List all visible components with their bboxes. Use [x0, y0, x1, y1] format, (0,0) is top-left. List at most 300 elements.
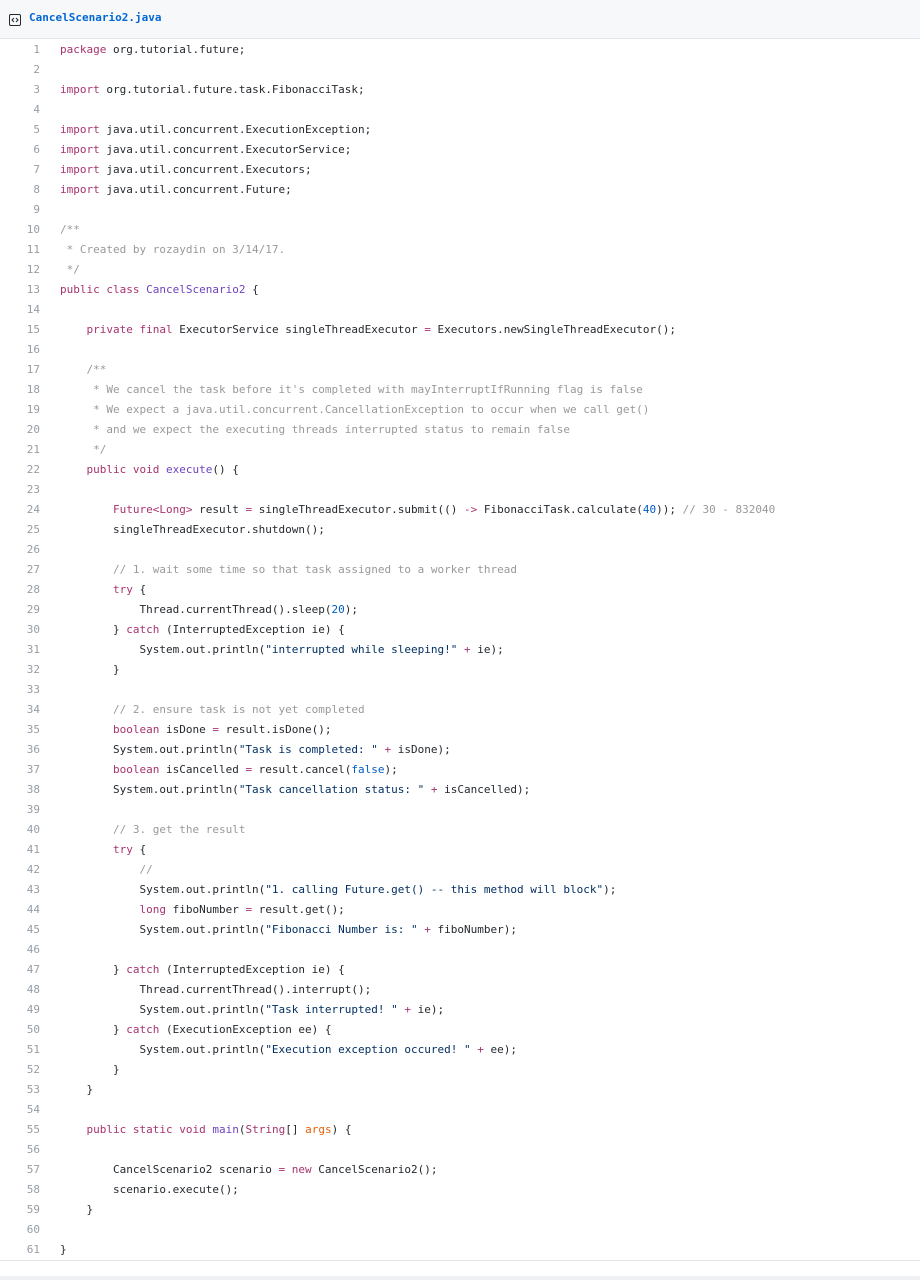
code-token: new	[291, 1163, 312, 1176]
code-token	[60, 903, 139, 916]
code-line	[0, 1240, 920, 1260]
code-line	[0, 1020, 920, 1040]
code-token	[457, 643, 464, 656]
line-code	[60, 1080, 93, 1100]
code-token: () {	[212, 463, 239, 476]
code-token: "Task interrupted! "	[265, 1003, 398, 1016]
line-number[interactable]: 6	[33, 143, 40, 156]
code-token: +	[464, 643, 471, 656]
code-line	[0, 340, 920, 360]
line-code	[60, 980, 371, 1000]
line-number[interactable]: 1	[33, 43, 40, 56]
code-token: private	[86, 323, 133, 336]
code-line	[0, 40, 920, 60]
code-token: ) {	[331, 1123, 352, 1136]
code-token: =	[212, 723, 219, 736]
code-line	[0, 820, 920, 840]
code-token: void	[179, 1123, 206, 1136]
code-token: +	[384, 743, 392, 756]
line-number[interactable]: 50	[26, 1023, 40, 1036]
code-line	[0, 900, 920, 920]
file-header	[0, 0, 920, 39]
line-code	[60, 400, 649, 420]
code-line	[0, 780, 920, 800]
code-token	[126, 463, 133, 476]
code-line	[0, 840, 920, 860]
code-token: isDone);	[391, 743, 451, 756]
line-number[interactable]: 36	[26, 743, 40, 756]
code-token: );	[384, 763, 398, 776]
code-token: */	[60, 263, 80, 276]
code-token: false	[351, 763, 385, 776]
line-number[interactable]: 7	[33, 163, 40, 176]
code-token: Future<Long>	[112, 503, 193, 516]
code-token: long	[139, 903, 166, 916]
code-token	[60, 723, 113, 736]
line-number[interactable]: 47	[26, 963, 40, 976]
line-number[interactable]: 9	[33, 203, 40, 216]
code-token: // 30 - 832040	[675, 503, 776, 516]
code-token	[60, 763, 113, 776]
line-number[interactable]: 48	[26, 983, 40, 996]
code-token: =	[245, 763, 253, 776]
line-code	[60, 240, 285, 260]
code-token: import	[60, 83, 100, 96]
line-number[interactable]: 12	[26, 263, 40, 276]
line-code	[60, 1060, 120, 1080]
line-number[interactable]: 16	[26, 343, 40, 356]
code-token: isCancelled	[159, 763, 246, 776]
code-token: public	[86, 463, 127, 476]
line-code	[60, 160, 312, 180]
line-number[interactable]: 3	[33, 83, 40, 96]
line-number[interactable]: 11	[26, 243, 40, 256]
code-token: try	[112, 583, 133, 596]
code-token	[60, 563, 113, 576]
line-code	[60, 840, 146, 860]
code-line	[0, 1100, 920, 1120]
code-token: catch	[126, 623, 160, 636]
code-token: System.out.println(	[60, 643, 266, 656]
code-token: java.util.concurrent.ExecutionException;	[99, 123, 372, 136]
line-code	[60, 920, 517, 940]
line-code	[60, 40, 245, 60]
code-token: CancelScenario2 scenario	[60, 1163, 279, 1176]
line-number[interactable]: 42	[26, 863, 40, 876]
code-token: org.tutorial.future;	[106, 43, 246, 56]
code-token	[60, 503, 113, 516]
code-line	[0, 520, 920, 540]
code-token: System.out.println(	[60, 923, 266, 936]
code-token: boolean	[112, 763, 160, 776]
line-number[interactable]: 2	[33, 63, 40, 76]
code-token	[378, 743, 385, 756]
code-token: FibonacciTask.calculate(	[477, 503, 643, 516]
file-name-link[interactable]: CancelScenario2.java	[29, 11, 162, 24]
code-token: java.util.concurrent.Executors;	[99, 163, 312, 176]
code-line	[0, 940, 920, 960]
code-line	[0, 1040, 920, 1060]
code-token	[60, 363, 87, 376]
line-code	[60, 580, 146, 600]
line-code	[60, 440, 106, 460]
code-line	[0, 640, 920, 660]
code-token: (ExecutionException ee) {	[159, 1023, 332, 1036]
code-token: }	[60, 1083, 94, 1096]
line-number[interactable]: 58	[26, 1183, 40, 1196]
code-token: {	[132, 583, 147, 596]
line-number[interactable]: 32	[26, 663, 40, 676]
code-token: boolean	[112, 723, 160, 736]
code-token: //	[139, 863, 153, 876]
code-line	[0, 560, 920, 580]
code-token: singleThreadExecutor.submit(()	[252, 503, 464, 516]
line-code	[60, 960, 345, 980]
code-token: }	[60, 963, 127, 976]
line-code	[60, 1120, 352, 1140]
code-line	[0, 1220, 920, 1240]
line-number[interactable]: 25	[26, 523, 40, 536]
code-token	[60, 403, 87, 416]
line-number[interactable]: 41	[26, 843, 40, 856]
code-token: System.out.println(	[60, 743, 239, 756]
code-token: /**	[60, 223, 80, 236]
code-line	[0, 420, 920, 440]
code-token: +	[477, 1043, 484, 1056]
line-number[interactable]: 17	[26, 363, 40, 376]
code-line	[0, 1160, 920, 1180]
code-line	[0, 240, 920, 260]
line-number[interactable]: 30	[26, 623, 40, 636]
line-code	[60, 900, 345, 920]
line-number[interactable]: 55	[26, 1123, 40, 1136]
line-code	[60, 360, 106, 380]
code-line	[0, 300, 920, 320]
code-token: final	[139, 323, 173, 336]
code-token: (InterruptedException ie) {	[159, 623, 345, 636]
line-number[interactable]: 46	[26, 943, 40, 956]
code-token: );	[603, 883, 617, 896]
code-line	[0, 320, 920, 340]
code-token	[60, 443, 87, 456]
line-code	[60, 880, 616, 900]
line-number[interactable]: 49	[26, 1003, 40, 1016]
code-line	[0, 120, 920, 140]
code-token: Thread.currentThread().interrupt();	[60, 983, 372, 996]
line-number[interactable]: 56	[26, 1143, 40, 1156]
code-token: */	[86, 443, 107, 456]
line-code	[60, 1240, 67, 1260]
line-number[interactable]: 54	[26, 1103, 40, 1116]
line-number[interactable]: 4	[33, 103, 40, 116]
code-token	[60, 383, 87, 396]
line-code	[60, 380, 643, 400]
code-token: System.out.println(	[60, 783, 239, 796]
line-number[interactable]: 44	[26, 903, 40, 916]
line-number[interactable]: 8	[33, 183, 40, 196]
line-code	[60, 1200, 93, 1220]
code-token: System.out.println(	[60, 1043, 266, 1056]
code-file-icon	[9, 11, 21, 23]
line-code	[60, 600, 358, 620]
code-token: Thread.currentThread().sleep(	[60, 603, 332, 616]
line-code	[60, 1180, 239, 1200]
line-number[interactable]: 18	[26, 383, 40, 396]
line-code	[60, 760, 398, 780]
code-token: * and we expect the executing threads interrupted status to remain false	[86, 423, 570, 436]
line-number[interactable]: 28	[26, 583, 40, 596]
code-line	[0, 880, 920, 900]
line-code	[60, 740, 451, 760]
code-token: catch	[126, 1023, 160, 1036]
code-token: Executors.newSingleThreadExecutor();	[430, 323, 676, 336]
line-number[interactable]: 59	[26, 1203, 40, 1216]
line-code	[60, 120, 371, 140]
code-view	[0, 40, 920, 1260]
line-number[interactable]: 57	[26, 1163, 40, 1176]
code-line	[0, 260, 920, 280]
code-line	[0, 460, 920, 480]
line-code	[60, 820, 245, 840]
code-token: isCancelled);	[437, 783, 531, 796]
code-token: {	[132, 843, 147, 856]
code-token: * We expect a java.util.concurrent.CancellationException to occur when we call get()	[86, 403, 650, 416]
code-token: catch	[126, 963, 160, 976]
code-token: }	[60, 623, 127, 636]
code-token: scenario.execute();	[60, 1183, 239, 1196]
code-token: args	[305, 1123, 332, 1136]
line-code	[60, 260, 80, 280]
code-token: CancelScenario2();	[311, 1163, 438, 1176]
code-line	[0, 180, 920, 200]
code-token: result	[192, 503, 246, 516]
line-number[interactable]: 5	[33, 123, 40, 136]
line-number[interactable]: 29	[26, 603, 40, 616]
line-number[interactable]: 15	[26, 323, 40, 336]
line-code	[60, 560, 517, 580]
code-token: ->	[464, 503, 478, 516]
code-token: "Fibonacci Number is: "	[265, 923, 418, 936]
line-code	[60, 1040, 517, 1060]
code-token: ie);	[411, 1003, 445, 1016]
line-code	[60, 320, 676, 340]
line-number[interactable]: 23	[26, 483, 40, 496]
code-token: String	[245, 1123, 286, 1136]
code-token: public	[60, 283, 100, 296]
code-token: );	[344, 603, 359, 616]
code-line	[0, 600, 920, 620]
line-number[interactable]: 13	[26, 283, 40, 296]
line-number[interactable]: 21	[26, 443, 40, 456]
line-number[interactable]: 20	[26, 423, 40, 436]
code-token: result.cancel(	[252, 763, 352, 776]
code-token: =	[245, 903, 253, 916]
code-token	[60, 583, 113, 596]
code-token: import	[60, 183, 100, 196]
code-token: =	[278, 1163, 286, 1176]
code-token: System.out.println(	[60, 883, 266, 896]
line-code	[60, 660, 120, 680]
code-token: void	[132, 463, 160, 476]
code-token: }	[60, 1203, 94, 1216]
code-token: java.util.concurrent.Future;	[99, 183, 292, 196]
code-token: "Task is completed: "	[238, 743, 378, 756]
line-number[interactable]: 24	[26, 503, 40, 516]
code-line	[0, 800, 920, 820]
code-line	[0, 960, 920, 980]
code-token: result.get();	[252, 903, 345, 916]
code-line	[0, 400, 920, 420]
code-line	[0, 680, 920, 700]
code-line	[0, 480, 920, 500]
code-token: }	[60, 1243, 67, 1256]
code-token: ));	[656, 503, 676, 516]
code-line	[0, 200, 920, 220]
line-number[interactable]: 14	[26, 303, 40, 316]
line-code	[60, 860, 153, 880]
code-token: }	[60, 663, 120, 676]
code-line	[0, 1180, 920, 1200]
code-token: ExecutorService singleThreadExecutor	[172, 323, 425, 336]
line-code	[60, 720, 332, 740]
line-number[interactable]: 22	[26, 463, 40, 476]
code-token: java.util.concurrent.ExecutorService;	[99, 143, 352, 156]
code-token: main	[212, 1123, 239, 1136]
line-code	[60, 780, 530, 800]
code-line	[0, 1140, 920, 1160]
code-token: =	[424, 323, 431, 336]
line-code	[60, 80, 365, 100]
code-token	[60, 423, 87, 436]
line-code	[60, 1020, 332, 1040]
code-line	[0, 860, 920, 880]
line-number[interactable]: 43	[26, 883, 40, 896]
code-line	[0, 1000, 920, 1020]
line-number[interactable]: 60	[26, 1223, 40, 1236]
line-number[interactable]: 51	[26, 1043, 40, 1056]
code-token: // 1. wait some time so that task assigned to a worker thread	[112, 563, 517, 576]
line-number[interactable]: 40	[26, 823, 40, 836]
line-number[interactable]: 38	[26, 783, 40, 796]
code-token: ie);	[470, 643, 504, 656]
line-code	[60, 1000, 444, 1020]
code-token	[60, 463, 87, 476]
line-code	[60, 180, 292, 200]
code-token: CancelScenario2	[146, 283, 246, 296]
line-code	[60, 620, 345, 640]
code-line	[0, 700, 920, 720]
code-token	[126, 1123, 133, 1136]
code-token	[60, 703, 113, 716]
code-token: static	[132, 1123, 173, 1136]
horizontal-scrollbar[interactable]	[0, 1276, 920, 1280]
code-line	[0, 660, 920, 680]
line-number[interactable]: 39	[26, 803, 40, 816]
line-number[interactable]: 34	[26, 703, 40, 716]
code-token: result.isDone();	[218, 723, 332, 736]
file-footer	[0, 1260, 920, 1280]
code-token: =	[245, 503, 253, 516]
code-token: execute	[166, 463, 213, 476]
line-number[interactable]: 31	[26, 643, 40, 656]
code-token	[159, 463, 166, 476]
line-number[interactable]: 53	[26, 1083, 40, 1096]
code-token: "interrupted while sleeping!"	[265, 643, 458, 656]
code-token: // 2. ensure task is not yet completed	[112, 703, 365, 716]
code-line	[0, 380, 920, 400]
line-number[interactable]: 27	[26, 563, 40, 576]
code-token: public	[86, 1123, 127, 1136]
code-line	[0, 100, 920, 120]
code-token: 40	[642, 503, 657, 516]
code-token: []	[285, 1123, 306, 1136]
code-token: "1. calling Future.get() -- this method will block"	[265, 883, 604, 896]
code-token	[424, 783, 431, 796]
code-token: +	[404, 1003, 412, 1016]
code-line	[0, 220, 920, 240]
code-line	[0, 980, 920, 1000]
line-code	[60, 420, 570, 440]
code-token: package	[60, 43, 107, 56]
code-token: import	[60, 123, 100, 136]
code-line	[0, 540, 920, 560]
code-line	[0, 140, 920, 160]
code-token: * Created by rozaydin on 3/14/17.	[60, 243, 286, 256]
code-line	[0, 60, 920, 80]
code-token: "Task cancellation status: "	[238, 783, 425, 796]
code-token: ee);	[483, 1043, 517, 1056]
code-line	[0, 580, 920, 600]
line-number[interactable]: 35	[26, 723, 40, 736]
line-code	[60, 640, 504, 660]
line-number[interactable]: 52	[26, 1063, 40, 1076]
code-token: fiboNumber);	[430, 923, 517, 936]
line-number[interactable]: 26	[26, 543, 40, 556]
code-line	[0, 1080, 920, 1100]
line-code	[60, 220, 80, 240]
line-number[interactable]: 10	[26, 223, 40, 236]
line-number[interactable]: 61	[26, 1243, 40, 1256]
code-token: (	[238, 1123, 246, 1136]
line-number[interactable]: 45	[26, 923, 40, 936]
code-token	[60, 1123, 87, 1136]
code-token	[60, 323, 87, 336]
line-code	[60, 520, 325, 540]
code-token: (InterruptedException ie) {	[159, 963, 345, 976]
code-token: import	[60, 163, 100, 176]
code-token: {	[245, 283, 259, 296]
line-code	[60, 1160, 438, 1180]
code-token: org.tutorial.future.task.FibonacciTask;	[99, 83, 365, 96]
code-token: singleThreadExecutor.shutdown();	[60, 523, 325, 536]
code-line	[0, 620, 920, 640]
code-token	[285, 1163, 292, 1176]
code-token: System.out.println(	[60, 1003, 266, 1016]
code-token: }	[60, 1063, 120, 1076]
line-number[interactable]: 33	[26, 683, 40, 696]
code-line	[0, 740, 920, 760]
code-line	[0, 280, 920, 300]
code-line	[0, 720, 920, 740]
line-code	[60, 280, 259, 300]
code-token: class	[106, 283, 140, 296]
line-number[interactable]: 19	[26, 403, 40, 416]
code-token: fiboNumber	[165, 903, 246, 916]
line-number[interactable]: 37	[26, 763, 40, 776]
code-token: +	[430, 783, 438, 796]
code-token: isDone	[159, 723, 213, 736]
code-line	[0, 160, 920, 180]
